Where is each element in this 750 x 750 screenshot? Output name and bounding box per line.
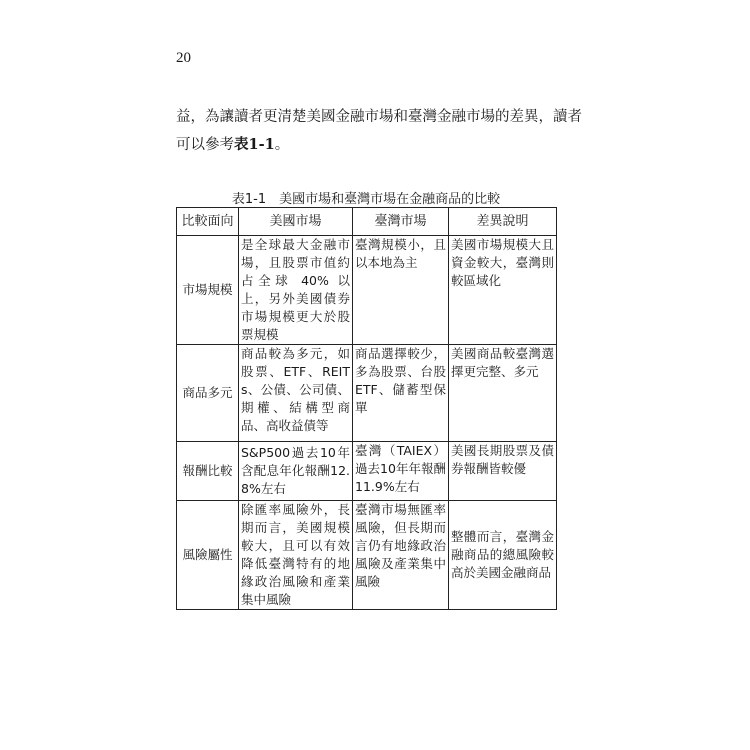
table-row [177, 501, 557, 610]
row-us-market: S&P500過去10年含配息年化報酬12.8%左右 [239, 442, 353, 501]
page-number: 20 [176, 50, 191, 66]
paragraph-line-2-prefix: 可以參考 [176, 137, 234, 153]
row-us-market: 商品較為多元，如股票、ETF、REITs、公債、公司債、期權、結構型商品、高收益債等 [239, 345, 353, 442]
row-aspect: 商品多元 [177, 345, 239, 442]
row-tw-market: 臺灣（TAIEX）過去10年年報酬11.9%左右 [353, 442, 449, 501]
row-difference: 美國商品較臺灣選擇更完整、多元 [449, 345, 557, 442]
row-aspect: 市場規模 [177, 236, 239, 345]
row-us-market: 除匯率風險外，長期而言，美國規模較大，且可以有效降低臺灣特有的地緣政治風險和產業集中風險 [239, 501, 353, 610]
row-tw-market: 臺灣規模小，且以本地為主 [353, 236, 449, 345]
paragraph-line-2-suffix: 。 [274, 137, 290, 153]
header-us-market: 美國市場 [239, 208, 353, 236]
row-aspect: 報酬比較 [177, 442, 239, 501]
row-tw-market: 商品選擇較少，多為股票、台股ETF、儲蓄型保單 [353, 345, 449, 442]
table-reference: 表1-1 [234, 136, 275, 153]
table-caption: 表1-1 美國市場和臺灣市場在金融商品的比較 [231, 192, 501, 207]
table-row [177, 345, 557, 442]
table-row [177, 442, 557, 501]
row-tw-market: 臺灣市場無匯率風險，但長期而言仍有地緣政治風險及產業集中風險 [353, 501, 449, 610]
table-row [177, 236, 557, 345]
header-aspect: 比較面向 [177, 208, 239, 236]
row-difference: 美國市場規模大且資金較大，臺灣則較區域化 [449, 236, 557, 345]
paragraph-line-2 [176, 131, 576, 159]
row-us-market: 是全球最大金融市場，且股票市值約占全球 40% 以上，另外美國債券市場規模更大於股票規模 [239, 236, 353, 345]
header-tw-market: 臺灣市場 [353, 208, 449, 236]
table-header-row [177, 208, 557, 236]
row-aspect: 風險屬性 [177, 501, 239, 610]
row-difference: 整體而言，臺灣金融商品的總風險較高於美國金融商品 [449, 501, 557, 610]
row-difference: 美國長期股票及債券報酬皆較優 [449, 442, 557, 501]
comparison-table [176, 207, 557, 610]
paragraph-line-1: 益，為讓讀者更清楚美國金融市場和臺灣金融市場的差異，讀者 [176, 109, 582, 125]
body-paragraph [176, 104, 582, 159]
header-difference: 差異說明 [449, 208, 557, 236]
